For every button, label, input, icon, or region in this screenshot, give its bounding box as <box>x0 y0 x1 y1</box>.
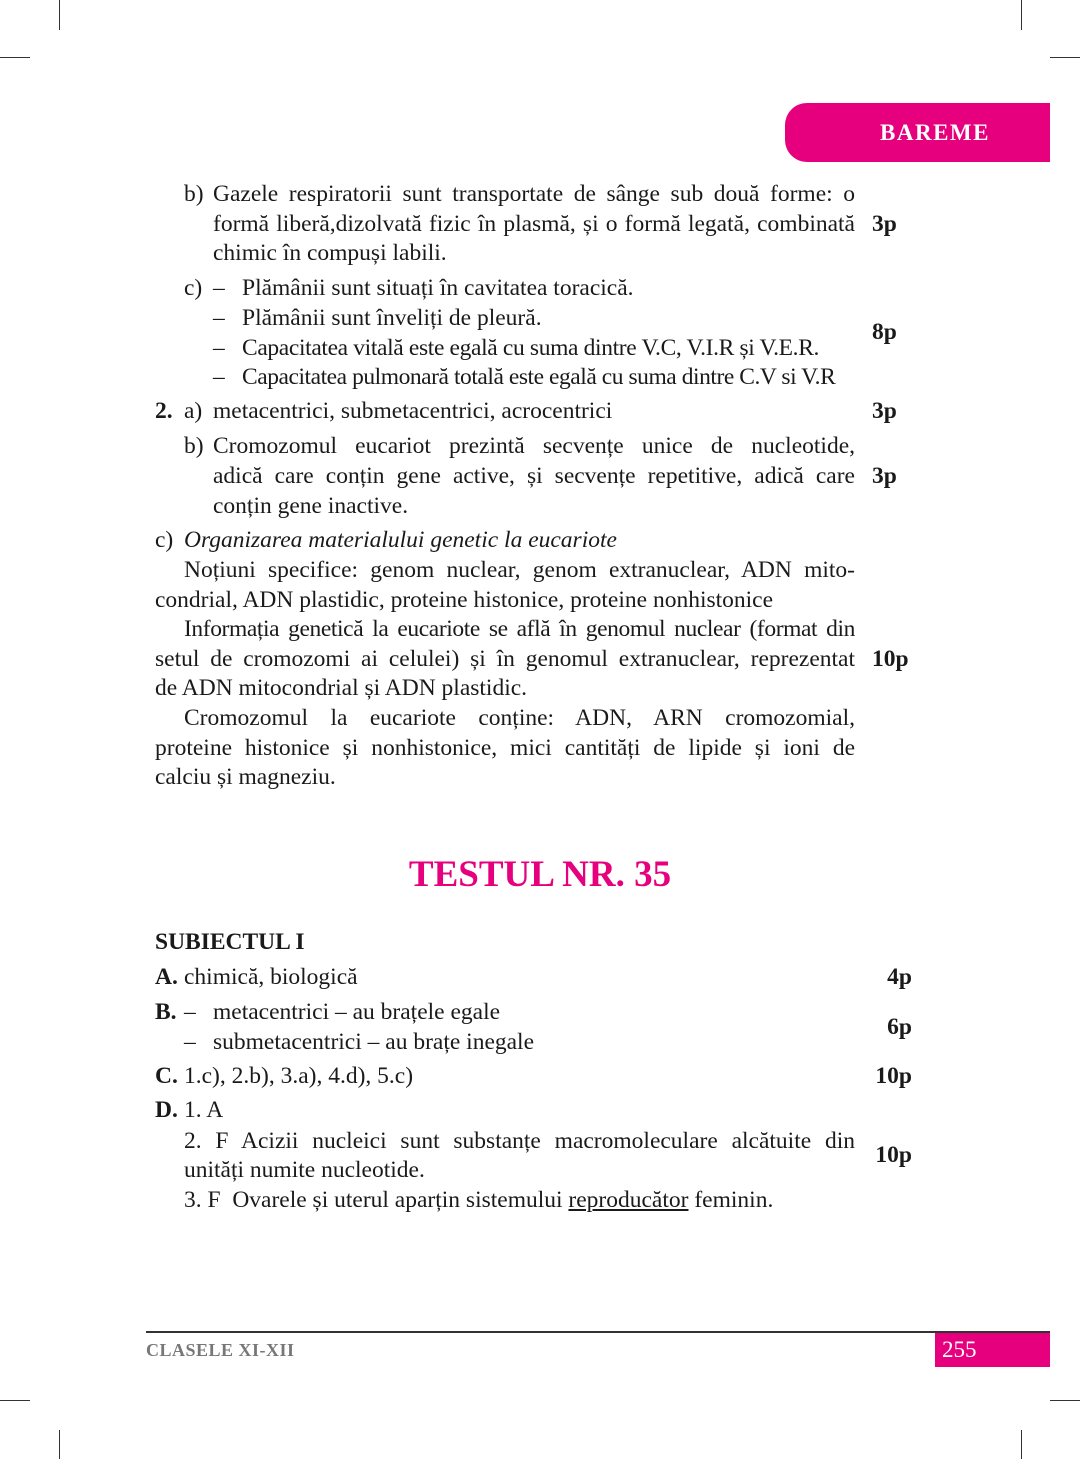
points: 10p <box>872 646 909 672</box>
item-label: B. <box>155 999 177 1025</box>
answer-line: Plămânii sunt situați în cavitatea toracică. <box>242 275 634 301</box>
dash: – <box>184 1029 196 1055</box>
answer-line: Cromozomul eucariot prezintă secvențe unice de nucleotide, <box>213 433 855 459</box>
footer-book-title: CLASELE XI-XII <box>146 1340 295 1360</box>
answer-line: 1.c), 2.b), 3.a), 4.d), 5.c) <box>184 1063 414 1089</box>
crop-mark <box>1050 57 1080 58</box>
item-label: D. <box>155 1097 178 1123</box>
answer-line: metacentrici, submetacentrici, acrocentrici <box>213 398 613 424</box>
answer-line: 1. A <box>184 1097 224 1123</box>
answer-line: Plămânii sunt înveliți de pleură. <box>242 305 542 331</box>
item-label: c) <box>155 527 174 553</box>
dash: – <box>213 335 225 361</box>
answer-line: de ADN mitocondrial și ADN plastidic. <box>155 675 528 701</box>
item-label: A. <box>155 964 178 990</box>
item-label: b) <box>184 181 204 207</box>
answer-line: chimic în compuși labili. <box>213 240 447 266</box>
dash: – <box>184 999 196 1025</box>
answer-line: Informația genetică la eucariote se află în genomul nuclear (format din <box>184 616 855 642</box>
item-label: a) <box>184 398 203 424</box>
essay-title: Organizarea materialului genetic la eucariote <box>184 527 617 553</box>
points: 4p <box>887 964 912 990</box>
item-label: b) <box>184 433 204 459</box>
crop-mark <box>1021 1430 1022 1459</box>
answer-line: submetacentrici – au brațe inegale <box>213 1029 535 1055</box>
answer-line: Capacitatea vitală este egală cu suma dintre V.C, V.I.R și V.E.R. <box>242 335 820 361</box>
points: 3p <box>872 463 897 489</box>
answer-line: adică care conțin gene active, și secvențe repetitive, adică care <box>213 463 855 489</box>
text: feminin. <box>688 1187 774 1213</box>
crop-mark <box>0 1400 30 1401</box>
answer-line: conțin gene inactive. <box>213 493 409 519</box>
question-number: 2. <box>155 398 173 424</box>
answer-line: chimică, biologică <box>184 964 358 990</box>
points: 10p <box>875 1063 912 1089</box>
text: 3. F Ovarele și uterul aparțin sistemului <box>184 1187 569 1213</box>
answer-line <box>184 1186 773 1214</box>
dash: – <box>213 364 225 390</box>
answer-line: Cromozomul la eucariote conține: ADN, ARN cromozomial, <box>184 705 855 731</box>
footer-divider <box>146 1331 1050 1333</box>
answer-line: Gazele respiratorii sunt transportate de sânge sub două forme: o <box>213 181 855 207</box>
crop-mark <box>0 57 30 58</box>
answer-line: unități numite nucleotide. <box>184 1157 425 1183</box>
test-title: TESTUL NR. 35 <box>408 854 672 895</box>
dash: – <box>213 305 225 331</box>
points: 6p <box>887 1014 912 1040</box>
answer-line: proteine histonice și nonhistonice, mici cantități de lipide și ioni de <box>155 735 855 761</box>
answer-line: Capacitatea pulmonară totală este egală cu suma dintre C.V si V.R <box>242 364 836 390</box>
dash: – <box>213 275 225 301</box>
section-tab: BAREME <box>785 103 1050 162</box>
crop-mark <box>1021 0 1022 30</box>
crop-mark <box>1050 1400 1080 1401</box>
page-number: 255 <box>935 1333 1050 1367</box>
answer-line: calciu și magneziu. <box>155 764 336 790</box>
answer-line: 2. F Acizii nucleici sunt substanțe macromoleculare alcătuite din <box>184 1128 855 1154</box>
answer-line: setul de cromozomi ai celulei) și în genomul extranuclear, reprezentat <box>155 646 855 672</box>
points: 10p <box>875 1142 912 1168</box>
answer-line: metacentrici – au brațele egale <box>213 999 501 1025</box>
answer-line: condrial, ADN plastidic, proteine histonice, proteine nonhistonice <box>155 587 774 613</box>
crop-mark <box>59 1430 60 1459</box>
underlined-word: reproducător <box>568 1187 689 1213</box>
crop-mark <box>59 0 60 30</box>
subject-heading: SUBIECTUL I <box>155 929 305 955</box>
points: 3p <box>872 211 897 237</box>
points: 8p <box>872 319 897 345</box>
answer-line: Noțiuni specifice: genom nuclear, genom extranuclear, ADN mito- <box>184 557 855 583</box>
points: 3p <box>872 398 897 424</box>
item-label: C. <box>155 1063 178 1089</box>
answer-line: formă liberă,dizolvată fizic în plasmă, și o formă legată, combinată <box>213 211 855 237</box>
item-label: c) <box>184 275 203 301</box>
